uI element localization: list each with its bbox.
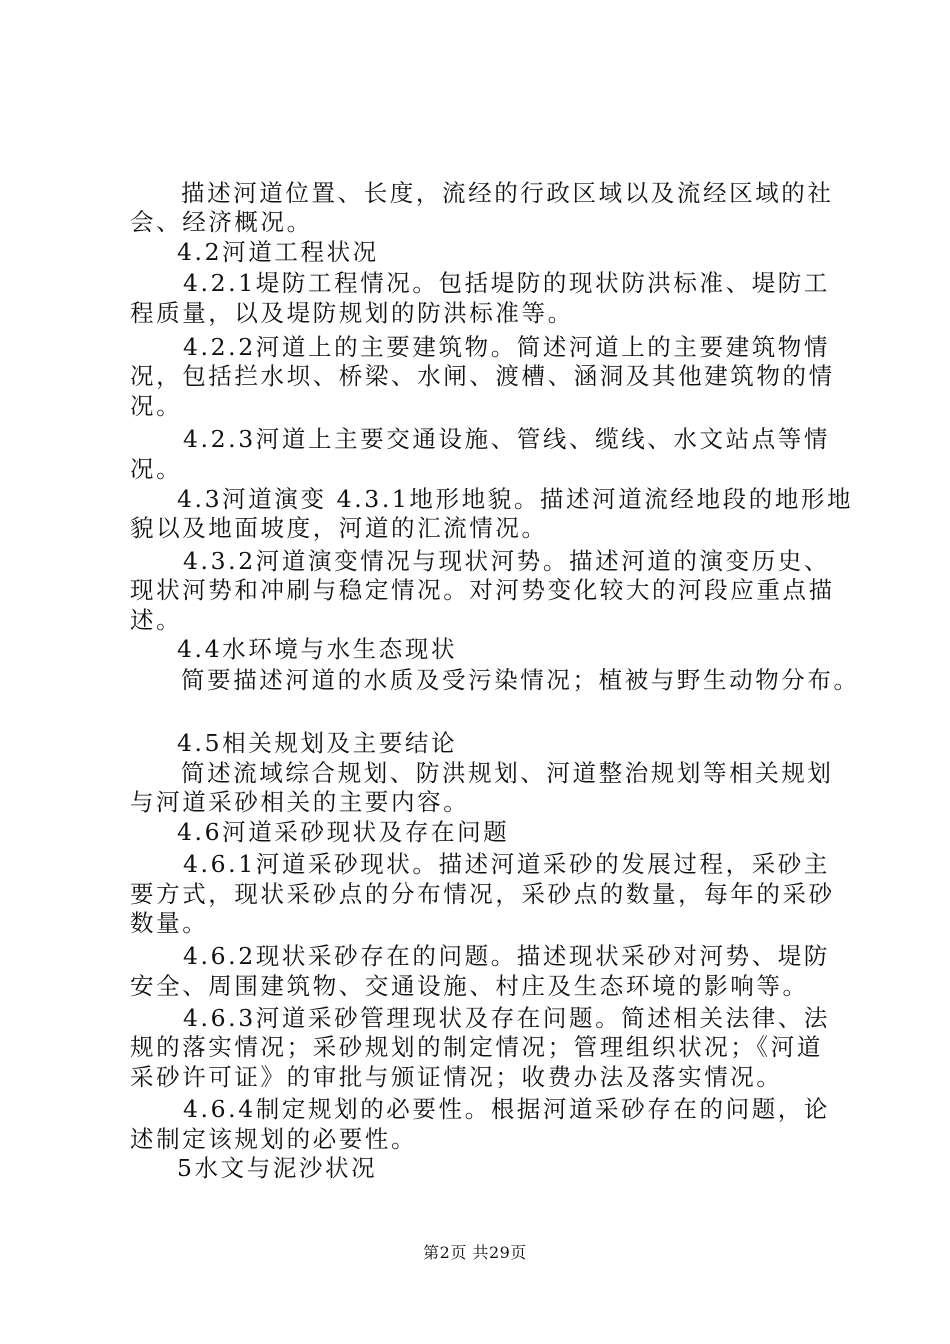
text-line: 4.2.1堤防工程情况。包括堤防的现状防洪标准、堤防工 [183,269,830,297]
text-line: 4.6.3河道采砂管理现状及存在问题。简述相关法律、法 [183,1004,830,1032]
text-line: 程质量，以及堤防规划的防洪标准等。 [130,299,574,327]
text-line: 简述流域综合规划、防洪规划、河道整治规划等相关规划 [181,759,834,787]
text-line: 会、经济概况。 [130,208,313,236]
text-line: 采砂许可证》的审批与颁证情况；收费办法及落实情况。 [130,1063,783,1091]
text-line: 4.6.2现状采砂存在的问题。描述现状采砂对河势、堤防 [183,942,830,970]
text-line: 描述河道位置、长度，流经的行政区域以及流经区域的社 [181,179,834,207]
text-line: 与河道采砂相关的主要内容。 [130,788,470,816]
text-line: 要方式，现状采砂点的分布情况，采砂点的数量，每年的采砂 [130,880,835,908]
text-line: 4.3.2河道演变情况与现状河势。描述河道的演变历史、 [183,547,830,575]
text-line: 现状河势和冲刷与稳定情况。对河势变化较大的河段应重点描 [130,576,835,604]
section-heading: 4.6河道采砂现状及存在问题 [177,818,510,846]
section-heading: 4.4水环境与水生态现状 [177,635,458,663]
text-line: 述。 [130,606,183,634]
text-line: 4.2.2河道上的主要建筑物。简述河道上的主要建筑物情 [183,333,830,361]
text-line: 4.6.4制定规划的必要性。根据河道采砂存在的问题，论 [183,1095,830,1123]
text-line: 4.3河道演变 4.3.1地形地貌。描述河道流经地段的地形地 [177,485,854,513]
text-line: 貌以及地面坡度，河道的汇流情况。 [130,514,548,542]
text-line: 简要描述河道的水质及受污染情况；植被与野生动物分布。 [181,666,860,694]
text-line: 况。 [130,455,183,483]
text-line: 规的落实情况；采砂规划的制定情况；管理组织状况；《河道 [130,1033,823,1061]
text-line: 述制定该规划的必要性。 [130,1125,418,1153]
text-line: 4.2.3河道上主要交通设施、管线、缆线、水文站点等情 [183,425,830,453]
section-heading: 5水文与泥沙状况 [177,1154,378,1182]
text-line: 数量。 [130,909,209,937]
page-number: 第2页 共29页 [423,1243,527,1262]
section-heading: 4.5相关规划及主要结论 [177,729,458,757]
text-line: 况。 [130,392,183,420]
text-line: 况，包括拦水坝、桥梁、水闸、渡槽、涵洞及其他建筑物的情 [130,362,835,390]
section-heading: 4.2河道工程状况 [177,238,379,266]
text-line: 安全、周围建筑物、交通设施、村庄及生态环境的影响等。 [130,972,809,1000]
text-line: 4.6.1河道采砂现状。描述河道采砂的发展过程，采砂主 [183,850,830,878]
